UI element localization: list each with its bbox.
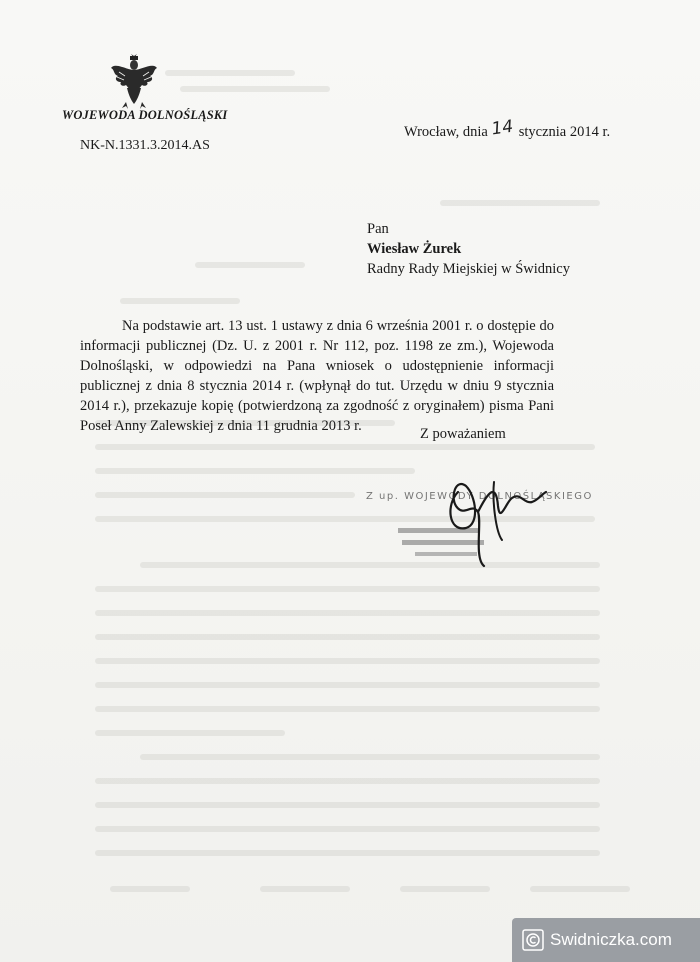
copyright-icon <box>522 929 544 951</box>
body-paragraph: Na podstawie art. 13 ust. 1 ustawy z dnia 6 września 2001 r. o dostępie do informacji publicznej (Dz. U. z 2001 r. Nr 112, poz. 1198 ze zm.), Wojewoda Dolnośląski, w odpowiedzi na Pana wniosek o udostępnienie informacji publicznej z dnia 8 stycznia 2014 r. (wpłynął do tut. Urzędu w dniu 9 stycznia 2014 r.), przekazuje kopię (potwierdzoną za zgodność z oryginałem) pisma Pani Poseł Anny Zalewskiej z dnia 11 grudnia 2013 r. <box>80 318 554 434</box>
bleed-through-line <box>180 86 330 92</box>
addressee-name: Wiesław Żurek <box>367 241 462 257</box>
closing-phrase: Z poważaniem <box>420 426 506 442</box>
bleed-through-line <box>165 70 295 76</box>
bleed-through-line <box>120 298 240 304</box>
handwritten-day: 14 <box>490 116 515 140</box>
bleed-through-line <box>195 262 305 268</box>
bleed-through-line <box>95 444 595 450</box>
bleed-through-line <box>95 778 600 784</box>
bleed-through-heading <box>160 42 166 68</box>
place-and-date <box>404 116 611 141</box>
bleed-through-line <box>95 610 600 616</box>
site-watermark <box>512 918 700 962</box>
bleed-through-line <box>95 730 285 736</box>
authority-title: WOJEWODA DOLNOŚLĄSKI <box>62 108 228 122</box>
addressee-title: Radny Rady Miejskiej w Świdnicy <box>367 261 570 277</box>
bleed-through-line <box>95 658 600 664</box>
bleed-through-line <box>440 200 600 206</box>
date-prefix: Wrocław, dnia <box>404 124 492 140</box>
bleed-through-line <box>95 492 355 498</box>
bleed-through-line <box>95 468 415 474</box>
bleed-through-line <box>260 886 350 892</box>
bleed-through-line <box>140 754 600 760</box>
bleed-through-line <box>95 706 600 712</box>
addressee-salutation: Pan <box>367 221 389 237</box>
bleed-through-line <box>95 802 600 808</box>
bleed-through-line <box>110 886 190 892</box>
bleed-through-line <box>95 850 600 856</box>
authorization-stamp: Z up. WOJEWODY DOLNOŚLĄSKIEGO <box>366 491 593 502</box>
watermark-text: Swidniczka.com <box>550 930 672 949</box>
bleed-through-line <box>95 826 600 832</box>
bleed-through-line <box>530 886 630 892</box>
bleed-through-line <box>400 886 490 892</box>
bleed-through-line <box>95 682 600 688</box>
handwritten-signature <box>436 462 556 572</box>
letter-body <box>80 316 554 436</box>
white-eagle-emblem-icon <box>109 52 159 110</box>
bleed-through-line <box>95 586 600 592</box>
bleed-through-line <box>95 634 600 640</box>
case-number: NK-N.1331.3.2014.AS <box>80 138 210 153</box>
addressee-block <box>367 219 570 279</box>
date-suffix: stycznia 2014 r. <box>515 124 611 140</box>
